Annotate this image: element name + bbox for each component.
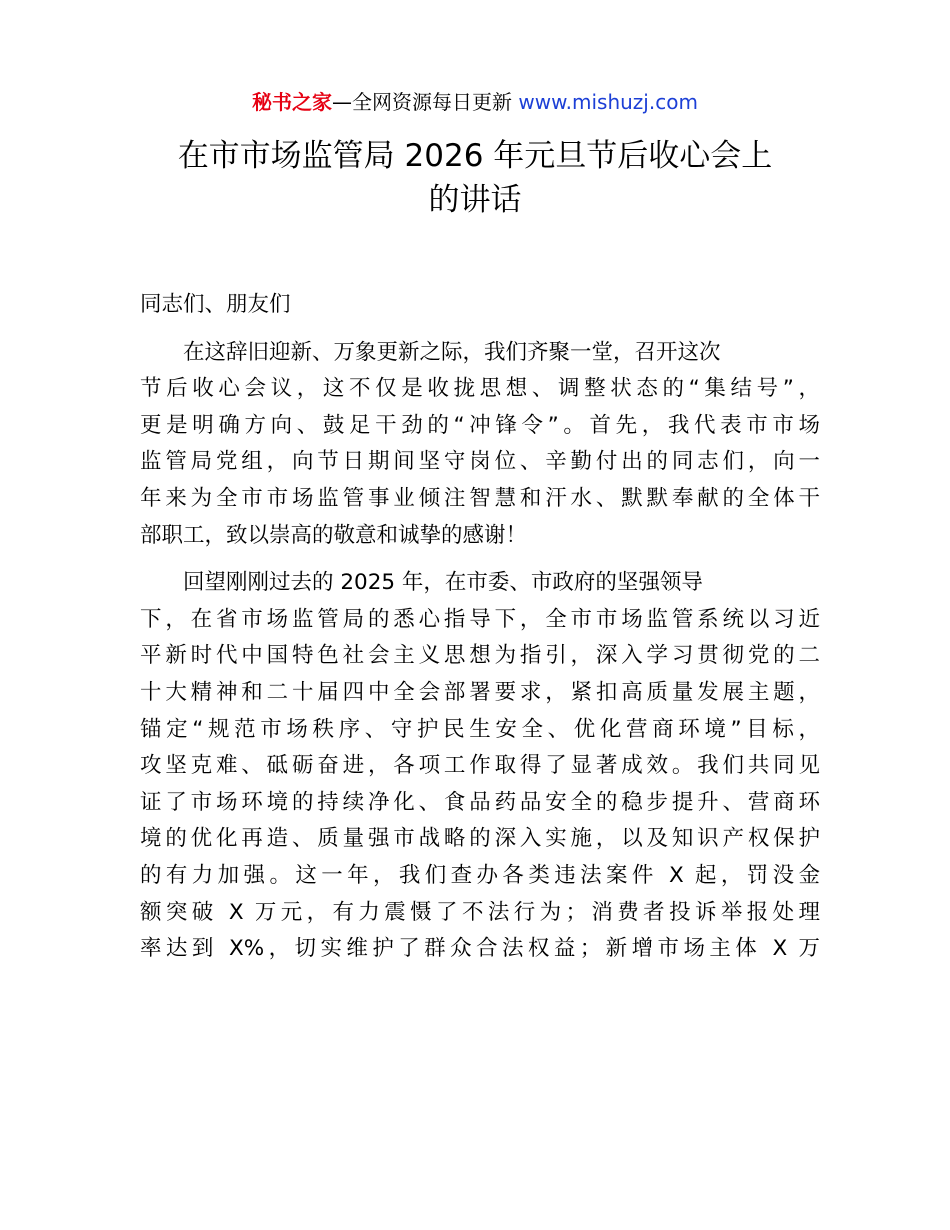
paragraph-line: 部职工，致以崇高的敬意和诚挚的感谢！: [140, 522, 528, 548]
paragraph-line: 额突破 X 万元，有力震慑了不法行为；消费者投诉举报处理: [140, 899, 820, 925]
paragraph-line: 更是明确方向、鼓足干劲的“冲锋令”。首先，我代表市市场: [140, 412, 820, 438]
header-slogan: —全网资源每日更新: [332, 90, 519, 114]
paragraph-line: 率达到 X%，切实维护了群众合法权益；新增市场主体 X 万: [140, 936, 820, 962]
brand-name: 秘书之家: [252, 90, 333, 114]
document-body: [140, 287, 820, 968]
paragraph-line: 十大精神和二十届四中全会部署要求，紧扣高质量发展主题，: [140, 679, 820, 705]
paragraph-line: 年来为全市市场监管事业倾注智慧和汗水、默默奉献的全体干: [140, 485, 820, 511]
paragraph-line: 在这辞旧迎新、万象更新之际，我们齐聚一堂，召开这次: [183, 339, 721, 365]
document-title: [100, 134, 850, 222]
paragraph-line: 的有力加强。这一年，我们查办各类违法案件 X 起，罚没金: [140, 862, 820, 888]
paragraph-2: [140, 565, 820, 968]
paragraph-line: 回望刚刚过去的 2025 年，在市委、市政府的坚强领导: [183, 570, 703, 596]
paragraph-line: 下，在省市场监管局的悉心指导下，全市市场监管系统以习近: [140, 606, 820, 632]
site-header: [0, 88, 950, 116]
paragraph-line: 锚定“规范市场秩序、守护民生安全、优化营商环境”目标，: [140, 716, 820, 742]
paragraph-line: 平新时代中国特色社会主义思想为指引，深入学习贯彻党的二: [140, 643, 820, 669]
paragraph-1: [140, 335, 820, 555]
paragraph-line: 境的优化再造、质量强市战略的深入实施，以及知识产权保护: [140, 826, 820, 852]
paragraph-line: 攻坚克难、砥砺奋进，各项工作取得了显著成效。我们共同见: [140, 753, 820, 779]
paragraph-line: 监管局党组，向节日期间坚守岗位、辛勤付出的同志们，向一: [140, 449, 820, 475]
title-line-2: 的讲话: [428, 182, 522, 218]
paragraph-line: 节后收心会议，这不仅是收拢思想、调整状态的“集结号”，: [140, 376, 820, 402]
title-line-1: 在市市场监管局 2026 年元旦节后收心会上: [177, 138, 773, 174]
paragraph-line: 证了市场环境的持续净化、食品药品安全的稳步提升、营商环: [140, 789, 820, 815]
salutation: 同志们、朋友们: [140, 292, 291, 317]
site-url-link[interactable]: www.mishuzj.com: [518, 90, 698, 114]
